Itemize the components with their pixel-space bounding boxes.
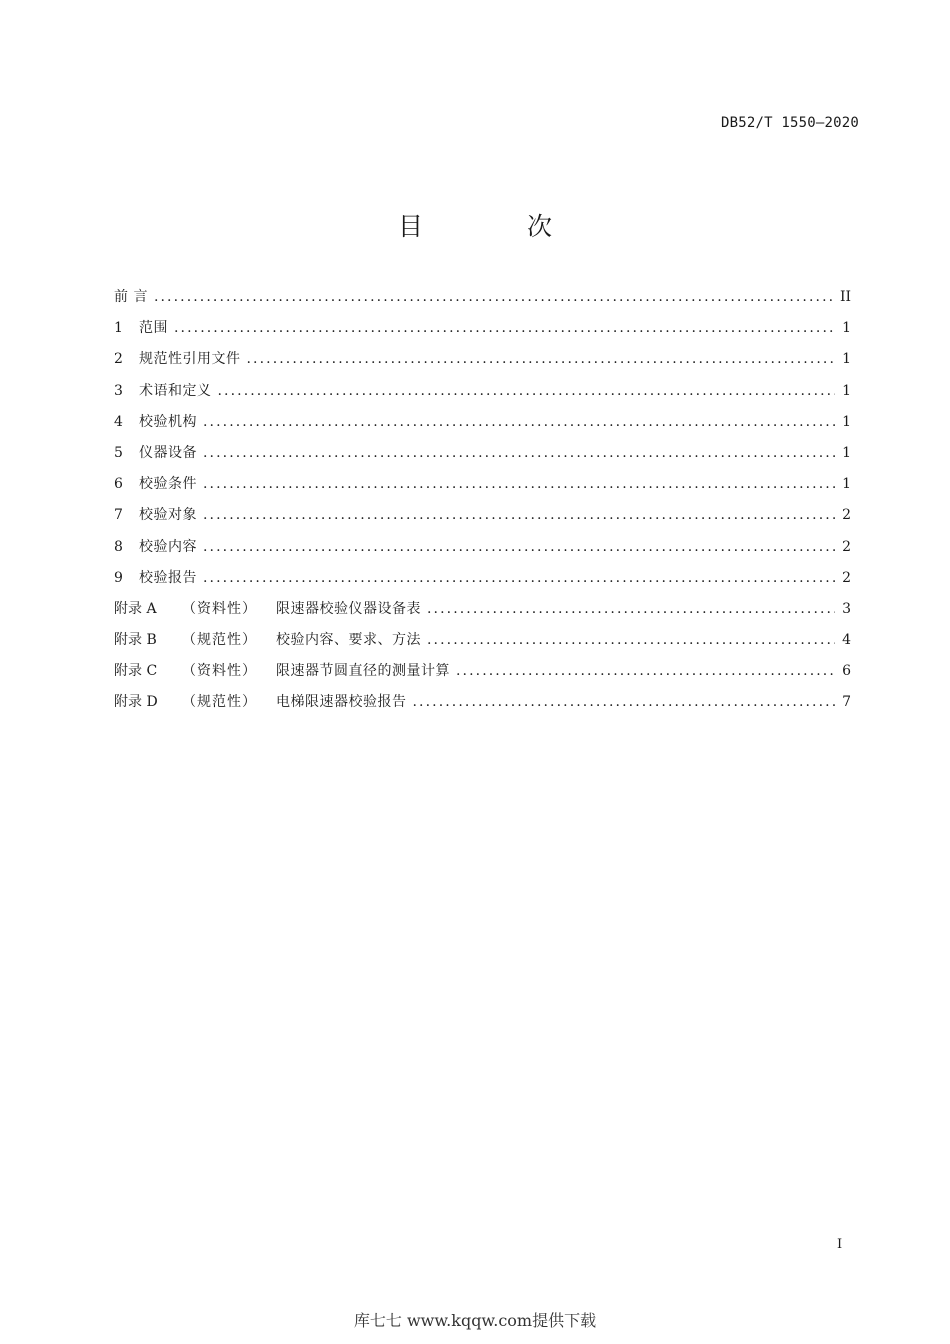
toc-entry-page: 3	[842, 600, 851, 617]
toc-entry-number: 9	[114, 569, 123, 586]
toc-appendix-d[interactable]	[114, 691, 851, 722]
toc-entry-content[interactable]	[114, 536, 851, 567]
toc-entry-number: 7	[114, 507, 123, 524]
toc-entry-foreword[interactable]	[114, 286, 851, 317]
toc-appendix-type: （规范性）	[182, 694, 257, 711]
toc-entry-number: 1	[114, 320, 123, 337]
toc-entry-page: 2	[842, 507, 851, 524]
toc-entry-page: II	[839, 289, 851, 305]
toc-leader-dots	[154, 289, 834, 305]
toc-entry-number: 6	[114, 476, 123, 493]
toc-entry-number: 5	[114, 444, 123, 461]
toc-leader-dots	[247, 351, 836, 367]
toc-leader-dots	[174, 320, 835, 336]
toc-entry-scope[interactable]	[114, 317, 851, 348]
toc-entry-label: 校验对象	[139, 507, 197, 524]
toc-entry-terms[interactable]	[114, 380, 851, 411]
toc-appendix-prefix: 附录 A	[114, 600, 157, 617]
toc-entry-page: 1	[842, 351, 851, 368]
toc-entry-label: 校验报告	[139, 569, 197, 586]
toc-entry-conditions[interactable]	[114, 473, 851, 504]
toc-entry-label: 仪器设备	[139, 444, 197, 461]
toc-entry-equipment[interactable]	[114, 442, 851, 473]
toc-leader-dots	[218, 383, 836, 399]
toc-leader-dots	[413, 694, 836, 710]
toc-entry-number: 8	[114, 538, 123, 555]
toc-appendix-type: （资料性）	[182, 600, 257, 617]
toc-leader-dots	[203, 414, 835, 430]
toc-leader-dots	[203, 570, 835, 586]
toc-leader-dots	[456, 663, 835, 679]
toc-appendix-prefix: 附录 D	[114, 694, 158, 711]
toc-appendix-label: 电梯限速器校验报告	[276, 694, 407, 711]
toc-entry-page: 1	[842, 320, 851, 337]
toc-appendix-b[interactable]	[114, 629, 851, 660]
toc-entry-page: 1	[842, 444, 851, 461]
toc-entry-institution[interactable]	[114, 411, 851, 442]
toc-appendix-c[interactable]	[114, 660, 851, 691]
toc-entry-label: 校验内容	[139, 538, 197, 555]
toc-entry-page: 4	[842, 632, 851, 649]
toc-leader-dots	[203, 539, 835, 555]
toc-entry-page: 6	[842, 663, 851, 680]
toc-entry-label: 规范性引用文件	[139, 351, 241, 368]
toc-leader-dots	[427, 601, 835, 617]
toc-appendix-a[interactable]	[114, 598, 851, 629]
document-code: DB52/T 1550—2020	[720, 115, 859, 131]
toc-entry-number: 4	[114, 413, 123, 430]
toc-entry-page: 1	[842, 382, 851, 399]
toc-entry-label: 校验机构	[139, 413, 197, 430]
toc-appendix-prefix: 附录 B	[114, 632, 157, 649]
page-number: I	[837, 1237, 843, 1252]
toc-entry-objects[interactable]	[114, 504, 851, 535]
toc-leader-dots	[203, 476, 835, 492]
toc-entry-label: 校验条件	[139, 476, 197, 493]
toc-appendix-type: （规范性）	[182, 632, 257, 649]
toc-appendix-label: 限速器节圆直径的测量计算	[276, 663, 450, 680]
toc-appendix-type: （资料性）	[182, 663, 257, 680]
toc-entry-label: 前 言	[114, 289, 148, 305]
toc-entry-label: 术语和定义	[139, 382, 212, 399]
toc-leader-dots	[203, 507, 835, 523]
toc-appendix-prefix: 附录 C	[114, 663, 158, 680]
table-of-contents	[114, 286, 851, 723]
toc-entry-page: 7	[842, 694, 851, 711]
toc-title: 目 次	[398, 212, 600, 241]
toc-appendix-label: 校验内容、要求、方法	[276, 632, 421, 649]
toc-entry-label: 范围	[139, 320, 168, 337]
toc-entry-page: 1	[842, 413, 851, 430]
toc-leader-dots	[427, 632, 835, 648]
toc-entry-normative-references[interactable]	[114, 348, 851, 379]
toc-entry-page: 1	[842, 476, 851, 493]
footer-watermark: 库七七 www.kqqw.com提供下载	[353, 1311, 597, 1330]
toc-entry-page: 2	[842, 538, 851, 555]
toc-entry-page: 2	[842, 569, 851, 586]
toc-appendix-label: 限速器校验仪器设备表	[276, 600, 421, 617]
toc-entry-number: 3	[114, 382, 123, 399]
toc-entry-number: 2	[114, 351, 123, 368]
toc-entry-report[interactable]	[114, 567, 851, 598]
toc-leader-dots	[203, 445, 835, 461]
